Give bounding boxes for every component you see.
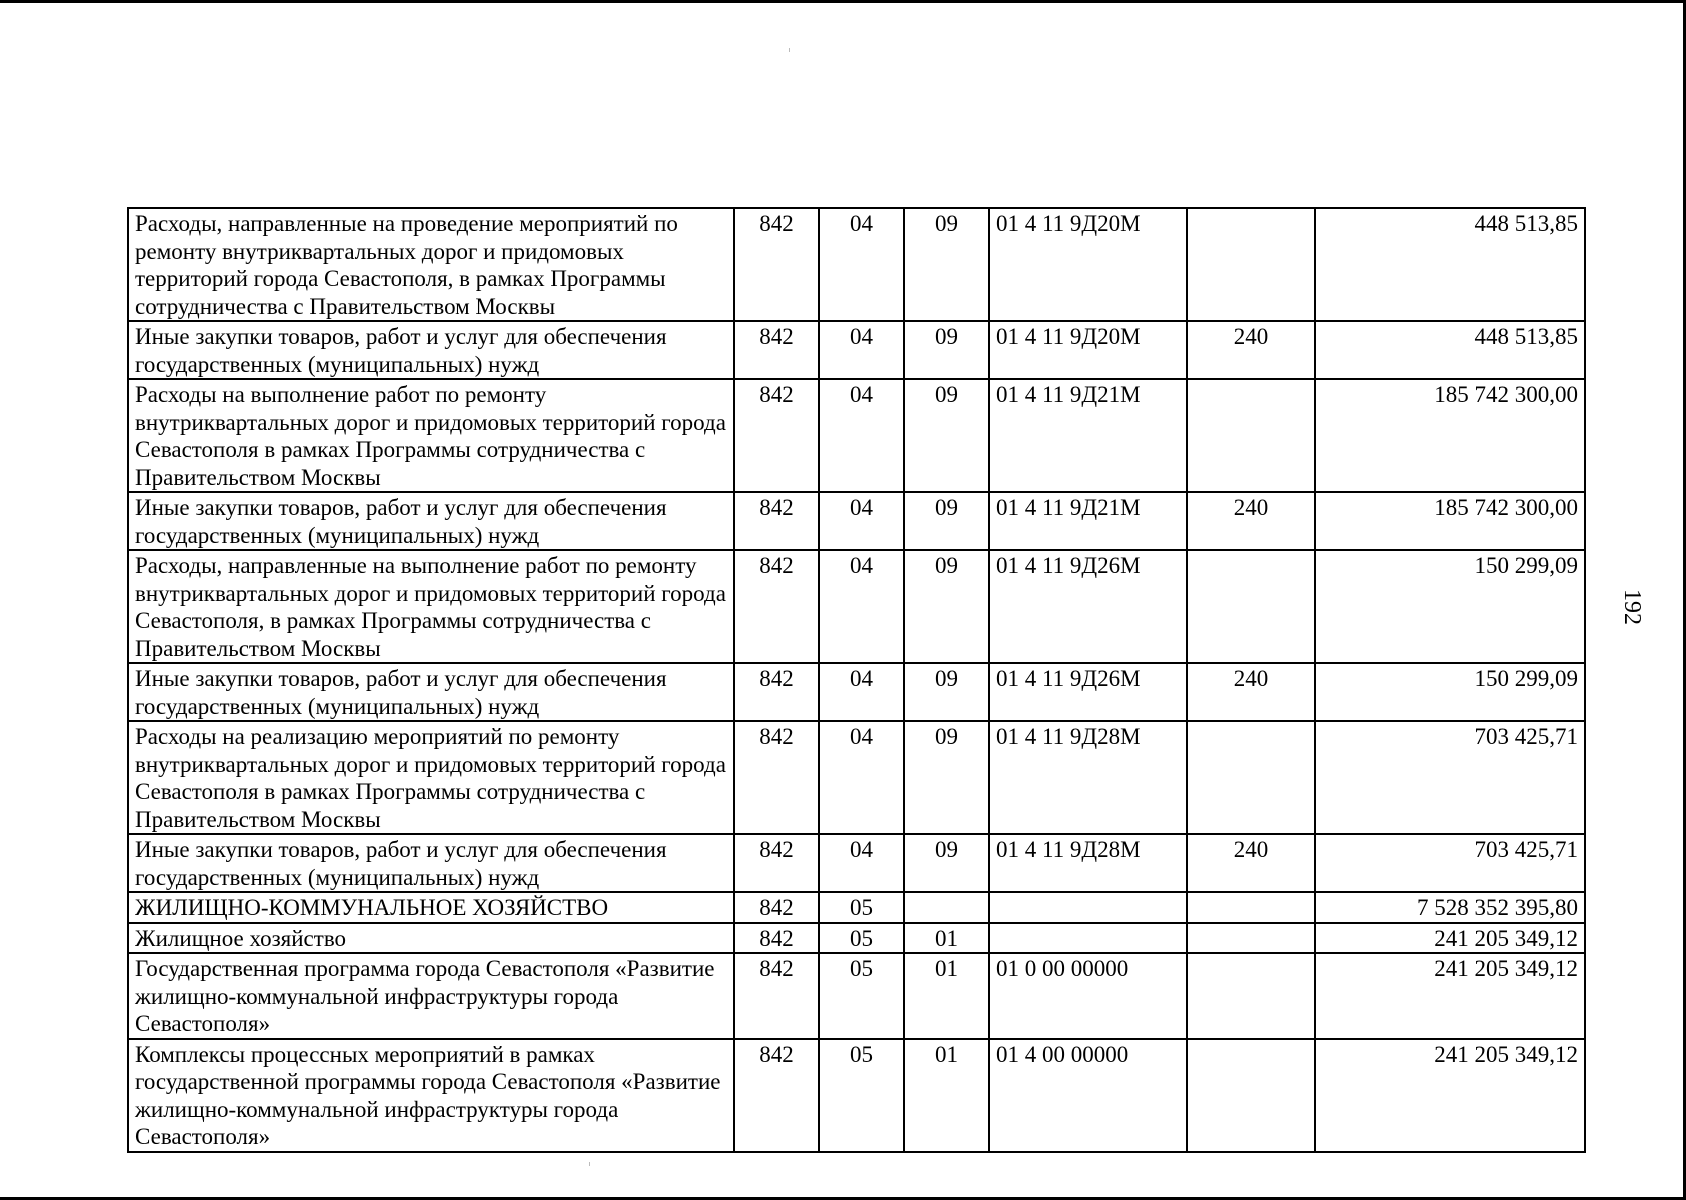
- expense-type-cell: [1187, 208, 1315, 321]
- amount-cell: 185 742 300,00: [1315, 492, 1585, 550]
- target-article-cell: 01 4 11 9Д26М: [989, 663, 1187, 721]
- target-article-cell: 01 4 11 9Д20М: [989, 321, 1187, 379]
- ministry-code-cell: 842: [734, 492, 819, 550]
- amount-cell: 150 299,09: [1315, 663, 1585, 721]
- page-number: 192: [1619, 589, 1645, 625]
- amount-cell: 241 205 349,12: [1315, 1039, 1585, 1152]
- expense-type-cell: [1187, 1039, 1315, 1152]
- expense-type-cell: 240: [1187, 663, 1315, 721]
- target-article-cell: 01 4 11 9Д21М: [989, 379, 1187, 492]
- ministry-code-cell: 842: [734, 721, 819, 834]
- amount-cell: 448 513,85: [1315, 321, 1585, 379]
- table-row: [128, 1039, 1585, 1152]
- section-code-cell: 04: [819, 208, 904, 321]
- subsection-code-cell: 09: [904, 550, 989, 663]
- section-code-cell: 04: [819, 492, 904, 550]
- expense-type-cell: [1187, 923, 1315, 954]
- target-article-cell: 01 4 11 9Д28М: [989, 834, 1187, 892]
- expense-name-cell: Комплексы процессных мероприятий в рамках государственной программы города Севастополя «Развитие жилищно-коммунальной инфраструктуры города Севастополя»: [128, 1039, 734, 1152]
- table-row: [128, 834, 1585, 892]
- amount-cell: 185 742 300,00: [1315, 379, 1585, 492]
- expense-name-cell: Расходы, направленные на проведение мероприятий по ремонту внутриквартальных дорог и придомовых территорий города Севастополя, в рамках Программы сотрудничества с Правительством Москвы: [128, 208, 734, 321]
- ministry-code-cell: 842: [734, 923, 819, 954]
- expense-type-cell: [1187, 892, 1315, 923]
- ministry-code-cell: 842: [734, 834, 819, 892]
- ministry-code-cell: 842: [734, 953, 819, 1039]
- subsection-code-cell: 09: [904, 834, 989, 892]
- expense-type-cell: [1187, 379, 1315, 492]
- expense-name-cell: Государственная программа города Севастополя «Развитие жилищно-коммунальной инфраструктуры города Севастополя»: [128, 953, 734, 1039]
- section-code-cell: 04: [819, 379, 904, 492]
- expense-type-cell: 240: [1187, 492, 1315, 550]
- section-code-cell: 05: [819, 923, 904, 954]
- section-code-cell: 05: [819, 953, 904, 1039]
- table-row: [128, 953, 1585, 1039]
- target-article-cell: 01 4 11 9Д20М: [989, 208, 1187, 321]
- amount-cell: 7 528 352 395,80: [1315, 892, 1585, 923]
- expense-type-cell: 240: [1187, 321, 1315, 379]
- ministry-code-cell: 842: [734, 892, 819, 923]
- target-article-cell: 01 4 00 00000: [989, 1039, 1187, 1152]
- subsection-code-cell: 09: [904, 492, 989, 550]
- target-article-cell: 01 4 11 9Д21М: [989, 492, 1187, 550]
- target-article-cell: [989, 892, 1187, 923]
- subsection-code-cell: 09: [904, 321, 989, 379]
- amount-cell: 448 513,85: [1315, 208, 1585, 321]
- ministry-code-cell: 842: [734, 379, 819, 492]
- expense-name-cell: Иные закупки товаров, работ и услуг для обеспечения государственных (муниципальных) нужд: [128, 321, 734, 379]
- table-row: [128, 492, 1585, 550]
- table-row: [128, 892, 1585, 923]
- subsection-code-cell: 01: [904, 1039, 989, 1152]
- section-code-cell: 04: [819, 321, 904, 379]
- scan-mark: [589, 1162, 590, 1166]
- subsection-code-cell: 01: [904, 953, 989, 1039]
- section-code-cell: 04: [819, 834, 904, 892]
- subsection-code-cell: 01: [904, 923, 989, 954]
- table-body: [128, 208, 1585, 1152]
- expense-name-cell: ЖИЛИЩНО-КОММУНАЛЬНОЕ ХОЗЯЙСТВО: [128, 892, 734, 923]
- amount-cell: 703 425,71: [1315, 834, 1585, 892]
- page-border-top: [0, 0, 1686, 3]
- table-row: [128, 550, 1585, 663]
- subsection-code-cell: 09: [904, 379, 989, 492]
- expense-type-cell: [1187, 721, 1315, 834]
- target-article-cell: 01 4 11 9Д26М: [989, 550, 1187, 663]
- scan-mark: [789, 48, 790, 52]
- expense-name-cell: Расходы на выполнение работ по ремонту внутриквартальных дорог и придомовых территорий города Севастополя в рамках Программы сотрудничества с Правительством Москвы: [128, 379, 734, 492]
- expense-type-cell: [1187, 550, 1315, 663]
- table-row: [128, 663, 1585, 721]
- expense-name-cell: Иные закупки товаров, работ и услуг для обеспечения государственных (муниципальных) нужд: [128, 663, 734, 721]
- table-row: [128, 721, 1585, 834]
- expense-type-cell: 240: [1187, 834, 1315, 892]
- section-code-cell: 05: [819, 892, 904, 923]
- ministry-code-cell: 842: [734, 663, 819, 721]
- section-code-cell: 04: [819, 550, 904, 663]
- expense-name-cell: Жилищное хозяйство: [128, 923, 734, 954]
- expense-name-cell: Иные закупки товаров, работ и услуг для обеспечения государственных (муниципальных) нужд: [128, 492, 734, 550]
- expense-type-cell: [1187, 953, 1315, 1039]
- ministry-code-cell: 842: [734, 550, 819, 663]
- amount-cell: 241 205 349,12: [1315, 923, 1585, 954]
- target-article-cell: 01 4 11 9Д28М: [989, 721, 1187, 834]
- ministry-code-cell: 842: [734, 321, 819, 379]
- table-row: [128, 379, 1585, 492]
- table-row: [128, 208, 1585, 321]
- section-code-cell: 04: [819, 721, 904, 834]
- section-code-cell: 05: [819, 1039, 904, 1152]
- amount-cell: 703 425,71: [1315, 721, 1585, 834]
- table-row: [128, 321, 1585, 379]
- ministry-code-cell: 842: [734, 1039, 819, 1152]
- expense-name-cell: Иные закупки товаров, работ и услуг для обеспечения государственных (муниципальных) нужд: [128, 834, 734, 892]
- subsection-code-cell: [904, 892, 989, 923]
- subsection-code-cell: 09: [904, 208, 989, 321]
- target-article-cell: [989, 923, 1187, 954]
- subsection-code-cell: 09: [904, 663, 989, 721]
- amount-cell: 241 205 349,12: [1315, 953, 1585, 1039]
- amount-cell: 150 299,09: [1315, 550, 1585, 663]
- expense-name-cell: Расходы, направленные на выполнение работ по ремонту внутриквартальных дорог и придомовых территорий города Севастополя, в рамках Программы сотрудничества с Правительством Москвы: [128, 550, 734, 663]
- subsection-code-cell: 09: [904, 721, 989, 834]
- ministry-code-cell: 842: [734, 208, 819, 321]
- budget-table: [127, 207, 1586, 1153]
- target-article-cell: 01 0 00 00000: [989, 953, 1187, 1039]
- expense-name-cell: Расходы на реализацию мероприятий по ремонту внутриквартальных дорог и придомовых территорий города Севастополя в рамках Программы сотрудничества с Правительством Москвы: [128, 721, 734, 834]
- table-row: [128, 923, 1585, 954]
- section-code-cell: 04: [819, 663, 904, 721]
